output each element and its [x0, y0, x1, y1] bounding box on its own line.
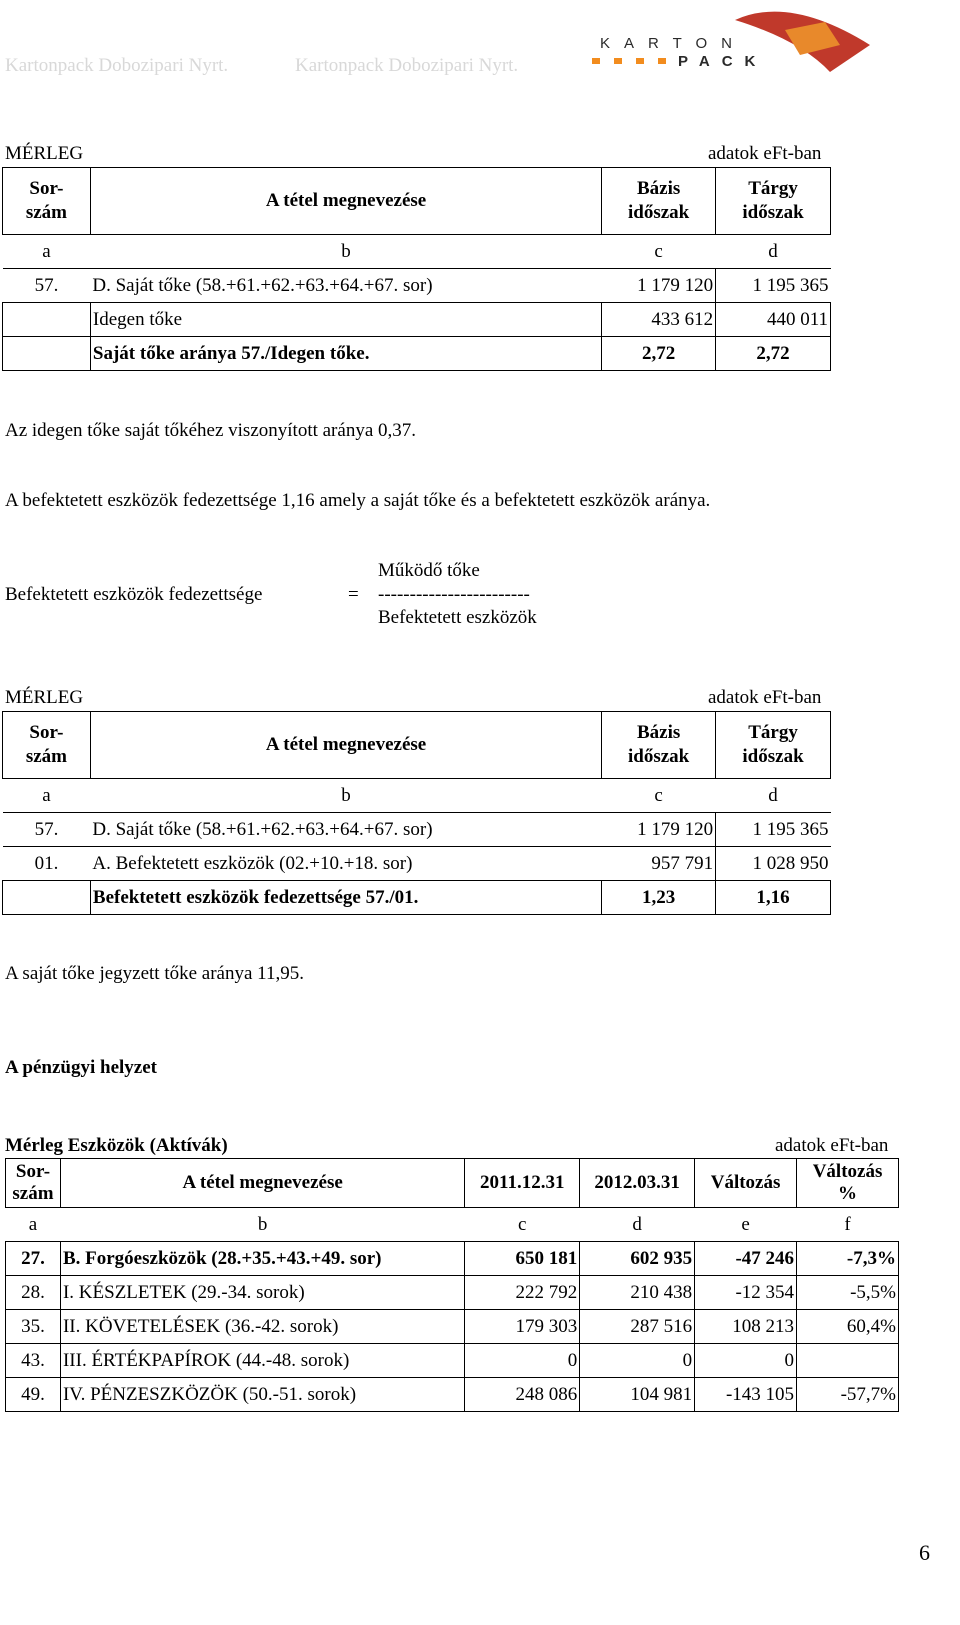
logo-text-karton: KARTON — [600, 35, 746, 52]
kartonpack-logo — [600, 0, 900, 80]
letter-cell: a — [3, 779, 91, 813]
logo-dot — [658, 58, 666, 64]
row-value-c: 1 179 120 — [602, 813, 716, 847]
row-value-c: 2,72 — [602, 337, 716, 371]
col-header-sorszam: Sor- szám — [3, 168, 91, 235]
letter-cell: f — [797, 1208, 899, 1242]
table-row — [3, 847, 831, 881]
row-value-d: 1 195 365 — [716, 269, 831, 303]
paragraph-coverage: A befektetett eszközök fedezettsége 1,16 amely a saját tőke és a befektetett eszközök aránya. — [5, 490, 711, 511]
letter-cell: c — [602, 235, 716, 269]
row-name: A. Befektetett eszközök (02.+10.+18. sor) — [90, 847, 601, 881]
row-value-c: 1,23 — [602, 881, 716, 915]
row-value-change-percent: -5,5% — [797, 1276, 899, 1310]
table-row — [3, 337, 831, 371]
table-row — [6, 1310, 899, 1344]
row-value-d: 2,72 — [716, 337, 831, 371]
table-row — [3, 813, 831, 847]
row-value-2012: 287 516 — [580, 1310, 695, 1344]
formula-numerator: Működő tőke — [378, 560, 480, 581]
row-value-change: -47 246 — [695, 1242, 797, 1276]
table-row — [6, 1378, 899, 1412]
table-row — [6, 1276, 899, 1310]
row-name: Saját tőke aránya 57./Idegen tőke. — [90, 337, 601, 371]
table-row — [6, 1344, 899, 1378]
balance-table-1 — [2, 167, 831, 371]
row-value-2011: 248 086 — [465, 1378, 580, 1412]
row-value-change: 108 213 — [695, 1310, 797, 1344]
letter-cell: b — [60, 1208, 464, 1242]
table-header-row — [3, 168, 831, 235]
row-value-2012: 0 — [580, 1344, 695, 1378]
assets-table — [5, 1158, 899, 1412]
row-value-c: 433 612 — [602, 303, 716, 337]
logo-dot — [592, 58, 600, 64]
row-value-d: 1 195 365 — [716, 813, 831, 847]
col-header-target: Tárgy időszak — [716, 712, 831, 779]
letter-cell: d — [716, 779, 831, 813]
col-header-change-percent: Változás % — [797, 1159, 899, 1208]
row-value-change-percent — [797, 1344, 899, 1378]
row-name: Idegen tőke — [90, 303, 601, 337]
row-name: II. KÖVETELÉSEK (36.-42. sorok) — [60, 1310, 464, 1344]
table-letter-row — [6, 1208, 899, 1242]
section-title-financial-position: A pénzügyi helyzet — [5, 1057, 157, 1078]
letter-cell: b — [90, 235, 601, 269]
row-value-d: 1 028 950 — [716, 847, 831, 881]
row-name: B. Forgóeszközök (28.+35.+43.+49. sor) — [60, 1242, 464, 1276]
row-value-change-percent: -57,7% — [797, 1378, 899, 1412]
row-value-d: 1,16 — [716, 881, 831, 915]
col-header-change: Változás — [695, 1159, 797, 1208]
col-header-sorszam: Sor- szám — [3, 712, 91, 779]
row-name: IV. PÉNZESZKÖZÖK (50.-51. sorok) — [60, 1378, 464, 1412]
row-value-2011: 179 303 — [465, 1310, 580, 1344]
letter-cell: d — [580, 1208, 695, 1242]
table1-unit: adatok eFt-ban — [708, 143, 822, 164]
row-number — [3, 337, 91, 371]
table3-title: Mérleg Eszközök (Aktívák) — [5, 1135, 228, 1156]
table-row — [3, 303, 831, 337]
letter-cell: c — [602, 779, 716, 813]
col-header-target: Tárgy időszak — [716, 168, 831, 235]
letter-cell: c — [465, 1208, 580, 1242]
row-number: 35. — [6, 1310, 61, 1344]
row-value-2011: 0 — [465, 1344, 580, 1378]
row-number: 01. — [3, 847, 91, 881]
row-name: D. Saját tőke (58.+61.+62.+63.+64.+67. sor) — [90, 269, 601, 303]
col-header-sorszam: Sor- szám — [6, 1159, 61, 1208]
formula-fraction-bar: ------------------------ — [378, 584, 530, 605]
row-number: 43. — [6, 1344, 61, 1378]
paragraph-registered-capital: A saját tőke jegyzett tőke aránya 11,95. — [5, 963, 304, 984]
row-value-2012: 602 935 — [580, 1242, 695, 1276]
row-name: D. Saját tőke (58.+61.+62.+63.+64.+67. sor) — [90, 813, 601, 847]
row-name: III. ÉRTÉKPAPÍROK (44.-48. sorok) — [60, 1344, 464, 1378]
row-number: 27. — [6, 1242, 61, 1276]
table-header-row — [3, 712, 831, 779]
row-value-d: 440 011 — [716, 303, 831, 337]
row-number: 57. — [3, 813, 91, 847]
table1-title: MÉRLEG — [5, 143, 84, 164]
formula-denominator: Befektetett eszközök — [378, 607, 537, 628]
table-row — [3, 269, 831, 303]
table2-unit: adatok eFt-ban — [708, 687, 822, 708]
row-value-c: 1 179 120 — [602, 269, 716, 303]
row-value-change: 0 — [695, 1344, 797, 1378]
letter-cell: a — [6, 1208, 61, 1242]
col-header-name: A tétel megnevezése — [90, 168, 601, 235]
row-value-2012: 104 981 — [580, 1378, 695, 1412]
table-header-row — [6, 1159, 899, 1208]
row-value-change-percent: 60,4% — [797, 1310, 899, 1344]
letter-cell: a — [3, 235, 91, 269]
table-row — [3, 881, 831, 915]
table2-title: MÉRLEG — [5, 687, 84, 708]
letter-cell: d — [716, 235, 831, 269]
table-row — [6, 1242, 899, 1276]
logo-text-pack: PACK — [678, 53, 768, 70]
col-header-base: Bázis időszak — [602, 712, 716, 779]
col-header-2011: 2011.12.31 — [465, 1159, 580, 1208]
row-value-2011: 650 181 — [465, 1242, 580, 1276]
logo-dot — [614, 58, 622, 64]
table3-unit: adatok eFt-ban — [775, 1135, 889, 1156]
row-value-c: 957 791 — [602, 847, 716, 881]
paragraph-foreign-capital-ratio: Az idegen tőke saját tőkéhez viszonyított aránya 0,37. — [5, 420, 417, 441]
letter-cell: e — [695, 1208, 797, 1242]
row-name: Befektetett eszközök fedezettsége 57./01. — [90, 881, 601, 915]
formula-equals: = — [348, 584, 359, 605]
row-name: I. KÉSZLETEK (29.-34. sorok) — [60, 1276, 464, 1310]
row-value-2012: 210 438 — [580, 1276, 695, 1310]
row-number: 49. — [6, 1378, 61, 1412]
table-letter-row — [3, 779, 831, 813]
col-header-base: Bázis időszak — [602, 168, 716, 235]
col-header-name: A tétel megnevezése — [60, 1159, 464, 1208]
page-number: 6 — [919, 1540, 930, 1565]
col-header-2012: 2012.03.31 — [580, 1159, 695, 1208]
letter-cell: b — [90, 779, 601, 813]
row-value-change-percent: -7,3% — [797, 1242, 899, 1276]
formula-lhs: Befektetett eszközök fedezettsége — [5, 584, 263, 605]
table-letter-row — [3, 235, 831, 269]
row-value-2011: 222 792 — [465, 1276, 580, 1310]
row-value-change: -143 105 — [695, 1378, 797, 1412]
row-number: 28. — [6, 1276, 61, 1310]
watermark-company-name: Kartonpack Dobozipari Nyrt. — [295, 55, 519, 76]
row-value-change: -12 354 — [695, 1276, 797, 1310]
row-number — [3, 303, 91, 337]
row-number: 57. — [3, 269, 91, 303]
balance-table-2 — [2, 711, 831, 915]
watermark-company-name: Kartonpack Dobozipari Nyrt. — [5, 55, 229, 76]
row-number — [3, 881, 91, 915]
col-header-name: A tétel megnevezése — [90, 712, 601, 779]
logo-dot — [636, 58, 644, 64]
